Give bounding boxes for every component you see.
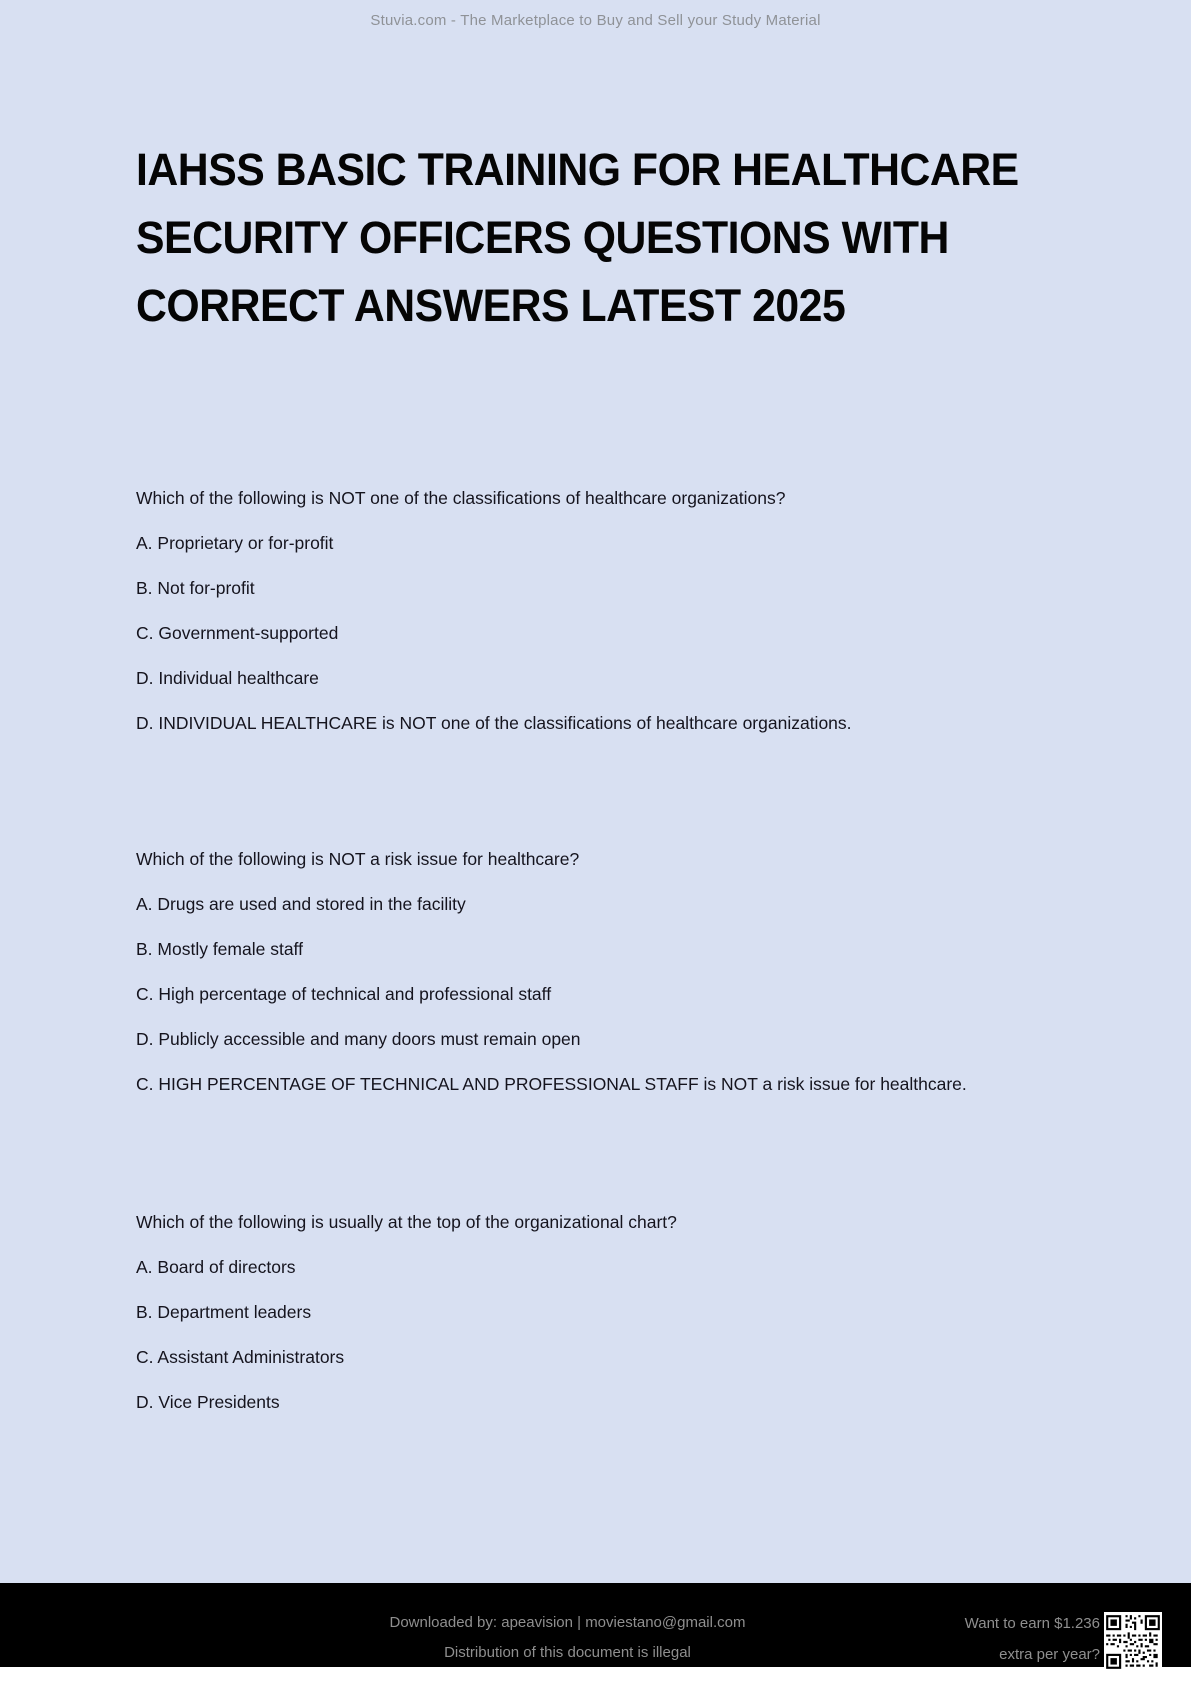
option-c: C. Government-supported <box>136 623 339 643</box>
qr-code-icon <box>1104 1612 1162 1672</box>
question-block-1 <box>136 487 1101 757</box>
option-a: A. Drugs are used and stored in the facility <box>136 894 466 914</box>
option-d: D. Vice Presidents <box>136 1392 280 1412</box>
page-title-line-1: IAHSS BASIC TRAINING FOR HEALTHCARE <box>136 144 1019 195</box>
question-block-3 <box>136 1211 1101 1436</box>
page-title-line-3: CORRECT ANSWERS LATEST 2025 <box>136 280 846 331</box>
earn-line-1: Want to earn $1.236 <box>964 1615 1100 1632</box>
question-text: Which of the following is usually at the top of the organizational chart? <box>136 1212 677 1232</box>
option-d: D. Individual healthcare <box>136 668 319 688</box>
option-b: B. Mostly female staff <box>136 939 303 959</box>
distribution-warning-line: Distribution of this document is illegal <box>444 1644 691 1661</box>
question-block-2 <box>136 848 1101 1118</box>
option-a: A. Board of directors <box>136 1257 296 1277</box>
page-title-line-2: SECURITY OFFICERS QUESTIONS WITH <box>136 212 949 263</box>
footer-earn-text <box>965 1608 1100 1670</box>
option-b: B. Department leaders <box>136 1302 312 1322</box>
question-text: Which of the following is NOT one of the classifications of healthcare organizations? <box>136 488 786 508</box>
footer-bar <box>0 1583 1191 1667</box>
site-header-line: Stuvia.com - The Marketplace to Buy and Sell your Study Material <box>370 12 821 29</box>
page-title <box>136 136 1019 340</box>
option-d: D. Publicly accessible and many doors must remain open <box>136 1029 581 1049</box>
earn-line-2: extra per year? <box>999 1646 1100 1663</box>
option-b: B. Not for-profit <box>136 578 255 598</box>
option-c: C. Assistant Administrators <box>136 1347 345 1367</box>
option-a: A. Proprietary or for-profit <box>136 533 334 553</box>
downloaded-by-line: Downloaded by: apeavision | moviestano@gmail.com <box>389 1614 746 1631</box>
answer-text: C. HIGH PERCENTAGE OF TECHNICAL AND PROFESSIONAL STAFF is NOT a risk issue for healthcare. <box>136 1074 967 1094</box>
question-text: Which of the following is NOT a risk issue for healthcare? <box>136 849 580 869</box>
option-c: C. High percentage of technical and professional staff <box>136 984 552 1004</box>
answer-text: D. INDIVIDUAL HEALTHCARE is NOT one of the classifications of healthcare organizations. <box>136 713 852 733</box>
